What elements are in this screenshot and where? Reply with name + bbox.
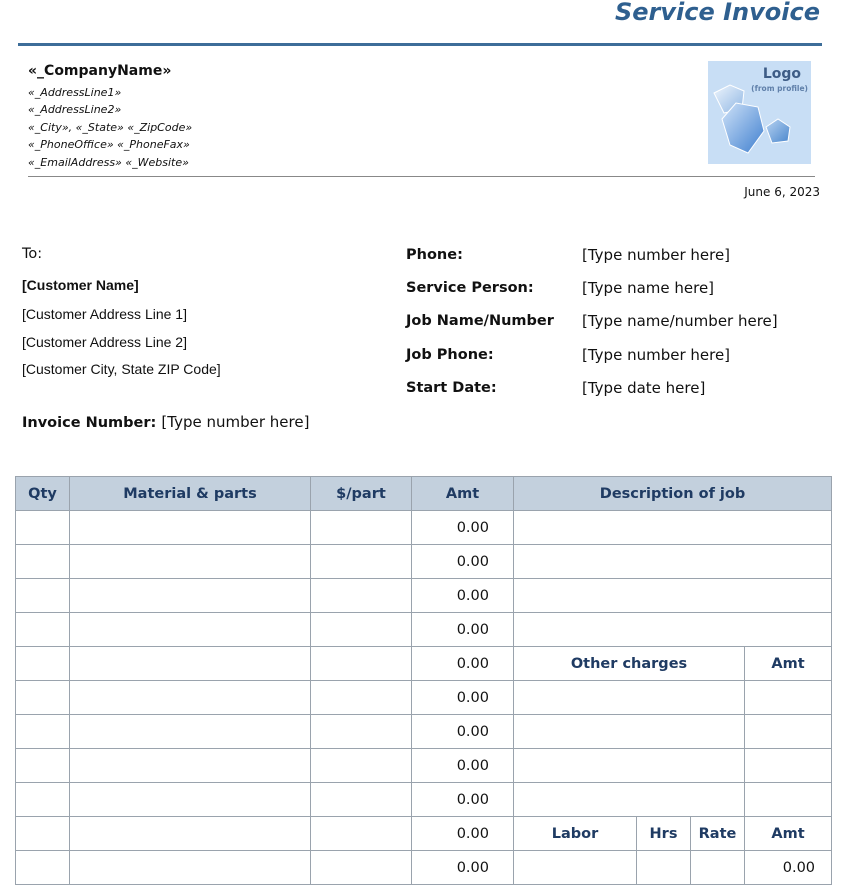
job-name-value[interactable]: [Type name/number here]: [582, 312, 778, 330]
per-part-cell[interactable]: [311, 749, 412, 783]
per-part-cell[interactable]: [311, 511, 412, 545]
per-part-cell[interactable]: [311, 613, 412, 647]
header-rule: [18, 43, 822, 46]
amt-cell: 0.00: [412, 545, 514, 579]
company-address-line2: «_AddressLine2»: [28, 103, 122, 116]
other-charge-cell[interactable]: [514, 783, 745, 817]
table-row: [16, 851, 832, 885]
service-person-label: Service Person:: [406, 280, 534, 296]
qty-cell[interactable]: [16, 613, 70, 647]
to-label: To:: [22, 246, 43, 262]
table-header-row: [16, 477, 832, 511]
labor-amt-cell: 0.00: [745, 851, 832, 885]
other-charge-cell[interactable]: [514, 749, 745, 783]
material-cell[interactable]: [70, 817, 311, 851]
table-row: [16, 511, 832, 545]
material-cell[interactable]: [70, 749, 311, 783]
service-person-value[interactable]: [Type name here]: [582, 279, 715, 297]
amt-header: Amt: [412, 477, 514, 511]
company-web-line: «_EmailAddress» «_Website»: [28, 156, 189, 169]
invoice-number-line: [22, 412, 309, 431]
labor-amt-header: Amt: [745, 817, 832, 851]
job-phone-label: Job Phone:: [406, 347, 494, 363]
per-part-cell[interactable]: [311, 851, 412, 885]
company-address-line1: «_AddressLine1»: [28, 86, 122, 99]
customer-name[interactable]: [Customer Name]: [22, 277, 139, 293]
qty-cell[interactable]: [16, 817, 70, 851]
job-phone-value[interactable]: [Type number here]: [582, 346, 731, 364]
material-header: Material & parts: [70, 477, 311, 511]
qty-cell[interactable]: [16, 783, 70, 817]
amt-cell: 0.00: [412, 511, 514, 545]
other-charge-amt-cell[interactable]: [745, 749, 832, 783]
per-part-cell[interactable]: [311, 817, 412, 851]
company-city-line: «_City», «_State» «_ZipCode»: [28, 121, 193, 134]
labor-cell[interactable]: [514, 851, 637, 885]
address-rule: [28, 176, 815, 177]
material-cell[interactable]: [70, 613, 311, 647]
qty-cell[interactable]: [16, 579, 70, 613]
qty-cell[interactable]: [16, 681, 70, 715]
table-row: [16, 647, 832, 681]
table-row: [16, 783, 832, 817]
table-row: [16, 613, 832, 647]
amt-cell: 0.00: [412, 579, 514, 613]
material-cell[interactable]: [70, 851, 311, 885]
other-charge-amt-cell[interactable]: [745, 783, 832, 817]
other-charge-amt-cell[interactable]: [745, 715, 832, 749]
invoice-number-label: Invoice Number:: [22, 415, 157, 431]
qty-cell[interactable]: [16, 749, 70, 783]
customer-city-line[interactable]: [Customer City, State ZIP Code]: [22, 361, 221, 377]
other-charge-cell[interactable]: [514, 681, 745, 715]
qty-cell[interactable]: [16, 647, 70, 681]
phone-value[interactable]: [Type number here]: [582, 246, 731, 264]
per-part-cell[interactable]: [311, 647, 412, 681]
amt-cell: 0.00: [412, 749, 514, 783]
material-cell[interactable]: [70, 783, 311, 817]
invoice-date: June 6, 2023: [744, 185, 820, 199]
rate-cell[interactable]: [691, 851, 745, 885]
amt-cell: 0.00: [412, 681, 514, 715]
table-row: [16, 715, 832, 749]
table-row: [16, 579, 832, 613]
logo-placeholder[interactable]: [708, 61, 811, 164]
qty-cell[interactable]: [16, 715, 70, 749]
per-part-cell[interactable]: [311, 681, 412, 715]
material-cell[interactable]: [70, 647, 311, 681]
company-phone-line: «_PhoneOffice» «_PhoneFax»: [28, 138, 190, 151]
phone-label: Phone:: [406, 247, 463, 263]
other-charges-amt-header: Amt: [745, 647, 832, 681]
logo-sublabel: (from profile): [751, 84, 808, 93]
start-date-value[interactable]: [Type date here]: [582, 379, 706, 397]
hrs-cell[interactable]: [637, 851, 691, 885]
description-cell[interactable]: [514, 613, 832, 647]
amt-cell: 0.00: [412, 783, 514, 817]
per-part-cell[interactable]: [311, 579, 412, 613]
table-row: [16, 817, 832, 851]
other-charge-amt-cell[interactable]: [745, 681, 832, 715]
table-row: [16, 749, 832, 783]
table-row: [16, 681, 832, 715]
invoice-table: [15, 476, 832, 885]
material-cell[interactable]: [70, 579, 311, 613]
invoice-number-value[interactable]: [Type number here]: [161, 413, 310, 431]
rate-header: Rate: [691, 817, 745, 851]
material-cell[interactable]: [70, 715, 311, 749]
amt-cell: 0.00: [412, 613, 514, 647]
table-row: [16, 545, 832, 579]
amt-cell: 0.00: [412, 817, 514, 851]
description-header: Description of job: [514, 477, 832, 511]
qty-cell[interactable]: [16, 851, 70, 885]
description-cell[interactable]: [514, 511, 832, 545]
labor-header: Labor: [514, 817, 637, 851]
other-charges-header: Other charges: [514, 647, 745, 681]
per-part-header: $/part: [311, 477, 412, 511]
other-charge-cell[interactable]: [514, 715, 745, 749]
customer-address-line2[interactable]: [Customer Address Line 2]: [22, 334, 187, 350]
qty-cell[interactable]: [16, 545, 70, 579]
invoice-title: Service Invoice: [614, 0, 820, 26]
job-name-label: Job Name/Number: [406, 313, 554, 329]
material-cell[interactable]: [70, 511, 311, 545]
description-cell[interactable]: [514, 545, 832, 579]
material-cell[interactable]: [70, 681, 311, 715]
logo-label: Logo: [762, 66, 801, 82]
amt-cell: 0.00: [412, 851, 514, 885]
customer-address-line1[interactable]: [Customer Address Line 1]: [22, 306, 187, 322]
per-part-cell[interactable]: [311, 783, 412, 817]
per-part-cell[interactable]: [311, 715, 412, 749]
amt-cell: 0.00: [412, 715, 514, 749]
per-part-cell[interactable]: [311, 545, 412, 579]
hrs-header: Hrs: [637, 817, 691, 851]
company-name: «_CompanyName»: [28, 63, 172, 79]
qty-cell[interactable]: [16, 511, 70, 545]
material-cell[interactable]: [70, 545, 311, 579]
qty-header: Qty: [16, 477, 70, 511]
description-cell[interactable]: [514, 579, 832, 613]
amt-cell: 0.00: [412, 647, 514, 681]
start-date-label: Start Date:: [406, 380, 497, 396]
